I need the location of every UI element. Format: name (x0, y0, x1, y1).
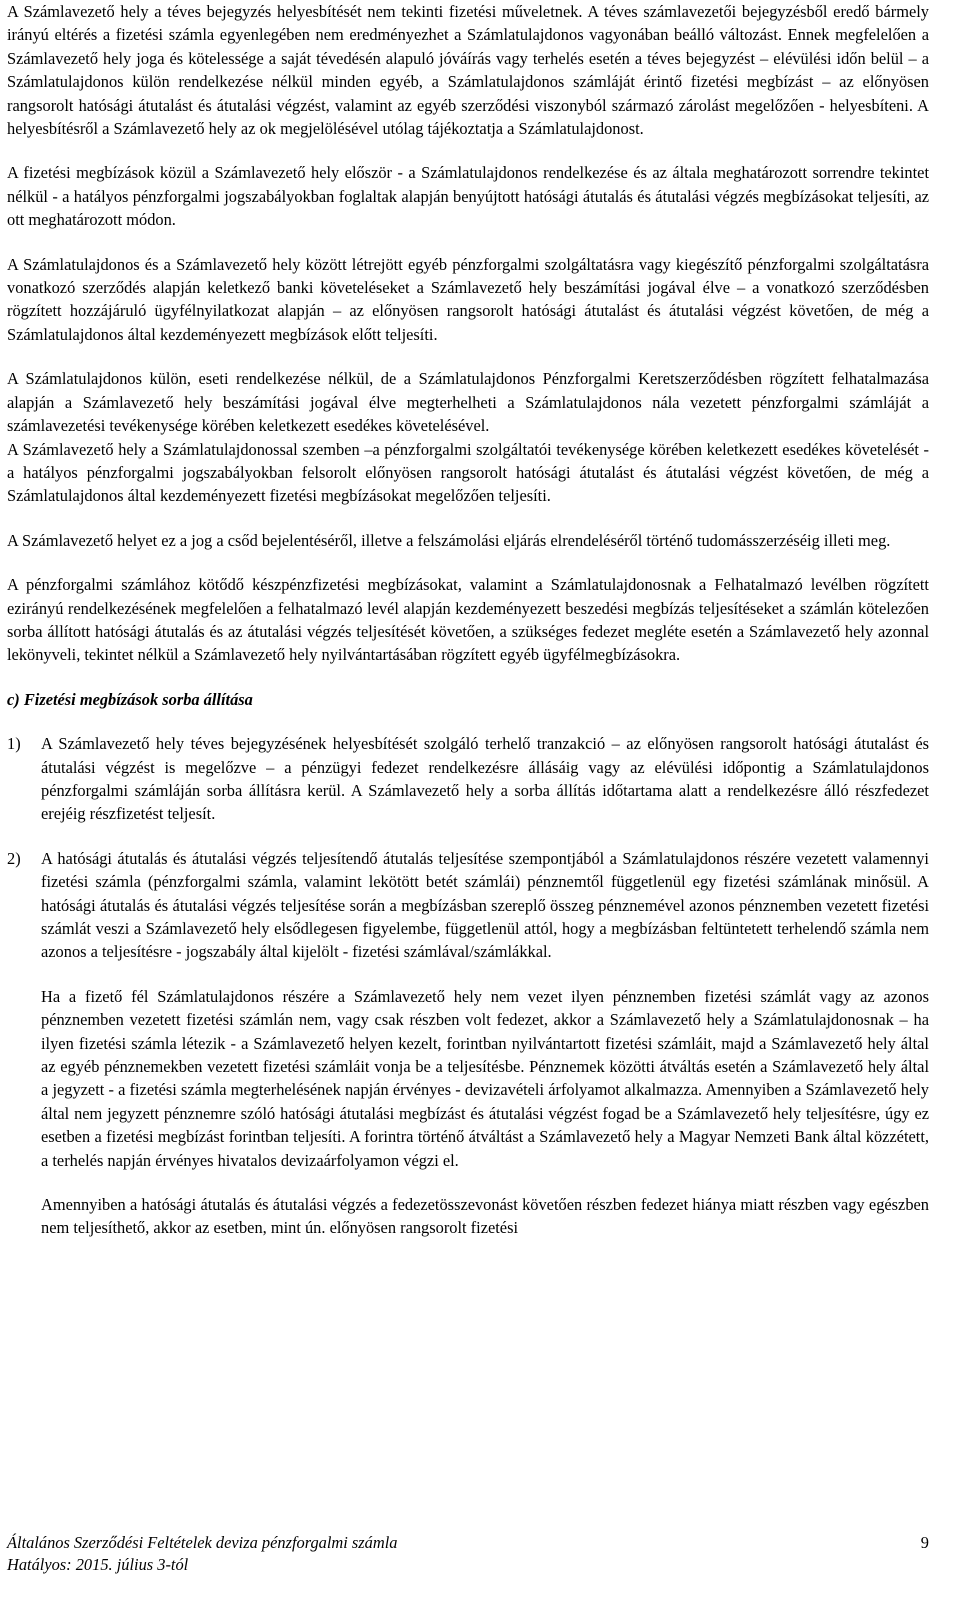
list-item (7, 847, 929, 964)
document-page (7, 0, 929, 1240)
footer-effective-date: Hatályos: 2015. július 3-tól (7, 1555, 189, 1574)
page-number: 9 (920, 1533, 929, 1552)
paragraph-correction: A Számlavezető hely a téves bejegyzés helyesbítését nem tekinti fizetési műveletnek. A téves számlavezetői bejegyzésből eredő bármely irányú eltérés a fizetési számla egyenlegében nem eredményezhet a Számlatulajdonos vagyonában beálló változást. Ennek megfelelően a Számlavezető hely joga és kötelessége a saját tévedésén alapuló jóváírás vagy terhelés esetén a téves bejegyzést – elévülési időn belül – a Számlatulajdonos külön rendelkezése nélkül minden egyéb, a Számlatulajdonos számláját érintő fizetési megbízást – az előnyösen rangsorolt hatósági átutalást és átutalási végzést, valamint az egyéb szerződési viszonyból származó zárolást megelőzően - helyesbíteni. A helyesbítésről a Számlavezető hely az ok megjelölésével utólag tájékoztatja a Számlatulajdonost. (7, 2, 929, 139)
list-item-number: 1) (7, 734, 21, 754)
paragraph-authorization: A Számlatulajdonos külön, eseti rendelkezése nélkül, de a Számlatulajdonos Pénzforgalmi Keretszerződésben rögzített felhatalmazása alapján a Számlavezető hely beszámítási jogával élve megterhelheti a Számlatulajdonos nála vezetett pénzforgalmi számláját a számlavezetési tevékenysége körében keletkezett esedékes követelésével. (7, 369, 929, 436)
footer-title: Általános Szerződési Feltételek deviza pénzforgalmi számla (7, 1533, 398, 1552)
list-item-text: A Számlavezető hely téves bejegyzésének helyesbítését szolgáló terhelő tranzakció – az előnyösen rangsorolt hatósági átutalást és átutalási végzést is megelőzve – a pénzügyi fedezet rendelkezésre állásáig vagy az elévülési időpontig a Számlatulajdonos pénzforgalmi számláján sorba állításra kerül. A Számlavezető hely a sorba állítás időtartama alatt a rendelkezésre álló részfedezet erejéig részfizetést teljesít. (41, 734, 929, 824)
paragraph-bankruptcy: A Számlavezető helyet ez a jog a csőd bejelentéséről, illetve a felszámolási eljárás elrendeléséről történő tudomásszerzéséig illeti meg. (7, 530, 891, 550)
section-heading: c) Fizetési megbízások sorba állítása (7, 689, 253, 709)
paragraph-cash-orders: A pénzforgalmi számlához kötődő készpénzfizetési megbízásokat, valamint a Számlatulajdonosnak a Felhatalmazó levélben rögzített ezirányú rendelkezésének megfelelően a felhatalmazó levél alapján kezdeményezett beszedési megbízás teljesítéseket a számlán kötelezően sorba állított hatósági átutalás és az átutalási végzés teljesítését követően, a szükséges fedezet megléte esetén a Számlavezető hely azonnal lekönyveli, tekintet nélkül a Számlavezető hely nyilvántartásában rögzített egyéb ügyfélmegbízásokra. (7, 575, 929, 665)
page-footer (7, 1532, 929, 1576)
list-item (7, 732, 929, 826)
list-item-text: A hatósági átutalás és átutalási végzés teljesítendő átutalás teljesítése szempontjából a Számlatulajdonos részére vezetett valamennyi fizetési számla (pénzforgalmi számla, valamint lekötött betét számlái) pénznemtől függetlenül egy fizetési számlának minősül. A hatósági átutalás és átutalási végzés teljesítése során a megbízásban szereplő összeg pénznemével azonos pénznemben vezetett fizetési számlát veszi a Számlavezető hely elsődlegesen figyelembe, függetlenül attól, hogy a megbízásban feltüntetett terhelendő számla nem azonos a teljesítésre - jogszabály által kijelölt - fizetési számlával/számlákkal. (41, 848, 929, 962)
paragraph-priority: A fizetési megbízások közül a Számlavezető hely először - a Számlatulajdonos rendelkezése és az általa meghatározott sorrendre tekintet nélkül - a hatályos pénzforgalmi jogszabályokban foglaltak alapján benyújtott hatósági átutalás és átutalási végzés megbízásokat teljesíti, az ott meghatározott módon. (7, 163, 929, 230)
paragraph-set-off: A Számlatulajdonos és a Számlavezető hely között létrejött egyéb pénzforgalmi szolgáltatásra vagy kiegészítő pénzforgalmi szolgáltatásra vonatkozó szerződés alapján keletkező banki követeléseket a Számlavezető hely beszámítási jogával élve – a vonatkozó szerződésben rögzített hozzájáruló ügyfélnyilatkozat alapján – az előnyösen rangsorolt hatósági átutalást és átutalási végzést követően, de még a Számlatulajdonos által kezdeményezett megbízások előtt teljesíti. (7, 254, 929, 344)
list-item-number: 2) (7, 848, 21, 868)
paragraph-insufficient-funds: Amennyiben a hatósági átutalás és átutalási végzés a fedezetösszevonást követően részben fedezet hiánya miatt részben vagy egészben nem teljesíthető, akkor az esetben, mint ún. előnyösen rangsorolt fizetési (41, 1195, 929, 1238)
paragraph-claims: A Számlavezető hely a Számlatulajdonossal szemben –a pénzforgalmi szolgáltatói tevékenysége körében keletkezett esedékes követelését - a hatályos pénzforgalmi jogszabályokban felsorolt előnyösen rangsorolt hatósági átutalást és átutalási végzést követően, de még a Számlatulajdonos által kezdeményezett fizetési megbízásokat megelőzően teljesíti. (7, 439, 929, 506)
paragraph-currency: Ha a fizető fél Számlatulajdonos részére a Számlavezető hely nem vezet ilyen pénznemben fizetési számlát vagy az azonos pénznemben vezetett fizetési számlán nem, vagy csak részben volt fedezet, akkor a Számlavezető hely a Számlatulajdonosnak – ha ilyen fizetési számla létezik - a Számlavezető helyen kezelt, forintban nyilvántartott fizetési számláit, majd a Számlavezető hely által az egyéb pénznemekben vezetett fizetési számláit vonja be a teljesítésbe. Pénznemek közötti átváltás esetén a Számlavezető hely által a jegyzett - a fizetési számla megterhelésének napján érvényes - devizavételi árfolyamot alkalmazza. Amennyiben a Számlavezető hely által nem jegyzett pénznemre szóló hatósági átutalási megbízást és átutalási végzést fogad be a Számlavezető hely teljesítésre, úgy ez esetben a fizetési megbízást forintban teljesíti. A forintra történő átváltást a Számlavezető hely a Magyar Nemzeti Bank által közzétett, a terhelés napján érvényes hivatalos devizaárfolyamon végzi el. (41, 986, 929, 1170)
